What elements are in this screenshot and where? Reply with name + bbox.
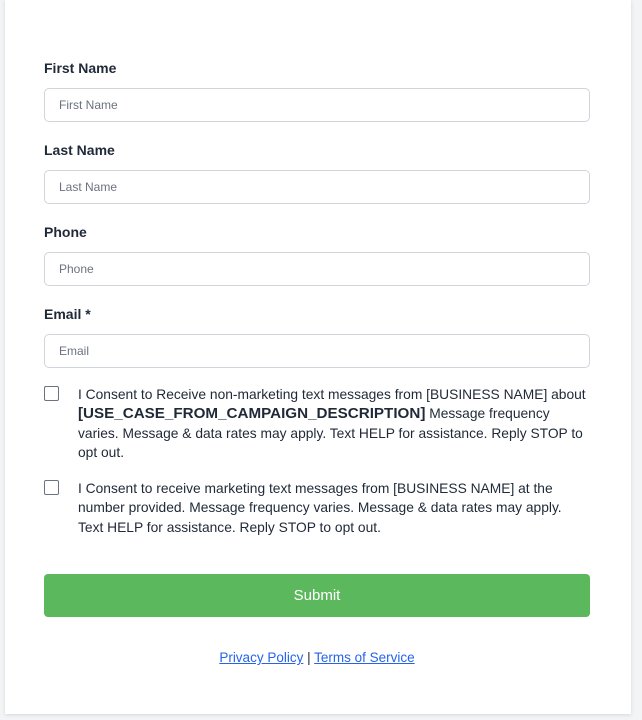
non-marketing-consent-text-before: I Consent to Receive non-marketing text messages from [BUSINESS NAME] about	[78, 387, 586, 402]
submit-button[interactable]: Submit	[44, 574, 590, 617]
marketing-consent-text: I Consent to receive marketing text messages from [BUSINESS NAME] at the number provided. Message frequency varies. Message & data rates may apply. Text HELP for assistance. Reply STOP to opt out.	[78, 481, 562, 535]
terms-of-service-link[interactable]: Terms of Service	[314, 650, 415, 665]
non-marketing-consent-checkbox[interactable]	[44, 386, 59, 401]
non-marketing-consent-text-after: Message frequency varies. Message & data rates may apply. Text HELP for assistance. Reply STOP to opt out.	[78, 406, 583, 461]
marketing-consent-checkbox[interactable]	[44, 480, 59, 495]
email-field[interactable]	[44, 334, 590, 368]
last-name-field[interactable]	[44, 170, 590, 204]
privacy-policy-link[interactable]: Privacy Policy	[219, 650, 304, 665]
footer-links	[44, 650, 590, 665]
last-name-label: Last Name	[44, 142, 115, 158]
use-case-placeholder: [USE_CASE_FROM_CAMPAIGN_DESCRIPTION]	[78, 405, 426, 423]
non-marketing-consent-text	[78, 385, 590, 463]
email-label: Email *	[44, 306, 91, 322]
first-name-field[interactable]	[44, 88, 590, 122]
form-card	[5, 0, 631, 714]
phone-field[interactable]	[44, 252, 590, 286]
footer-separator: |	[307, 650, 311, 665]
phone-label: Phone	[44, 224, 87, 240]
first-name-label: First Name	[44, 60, 117, 76]
